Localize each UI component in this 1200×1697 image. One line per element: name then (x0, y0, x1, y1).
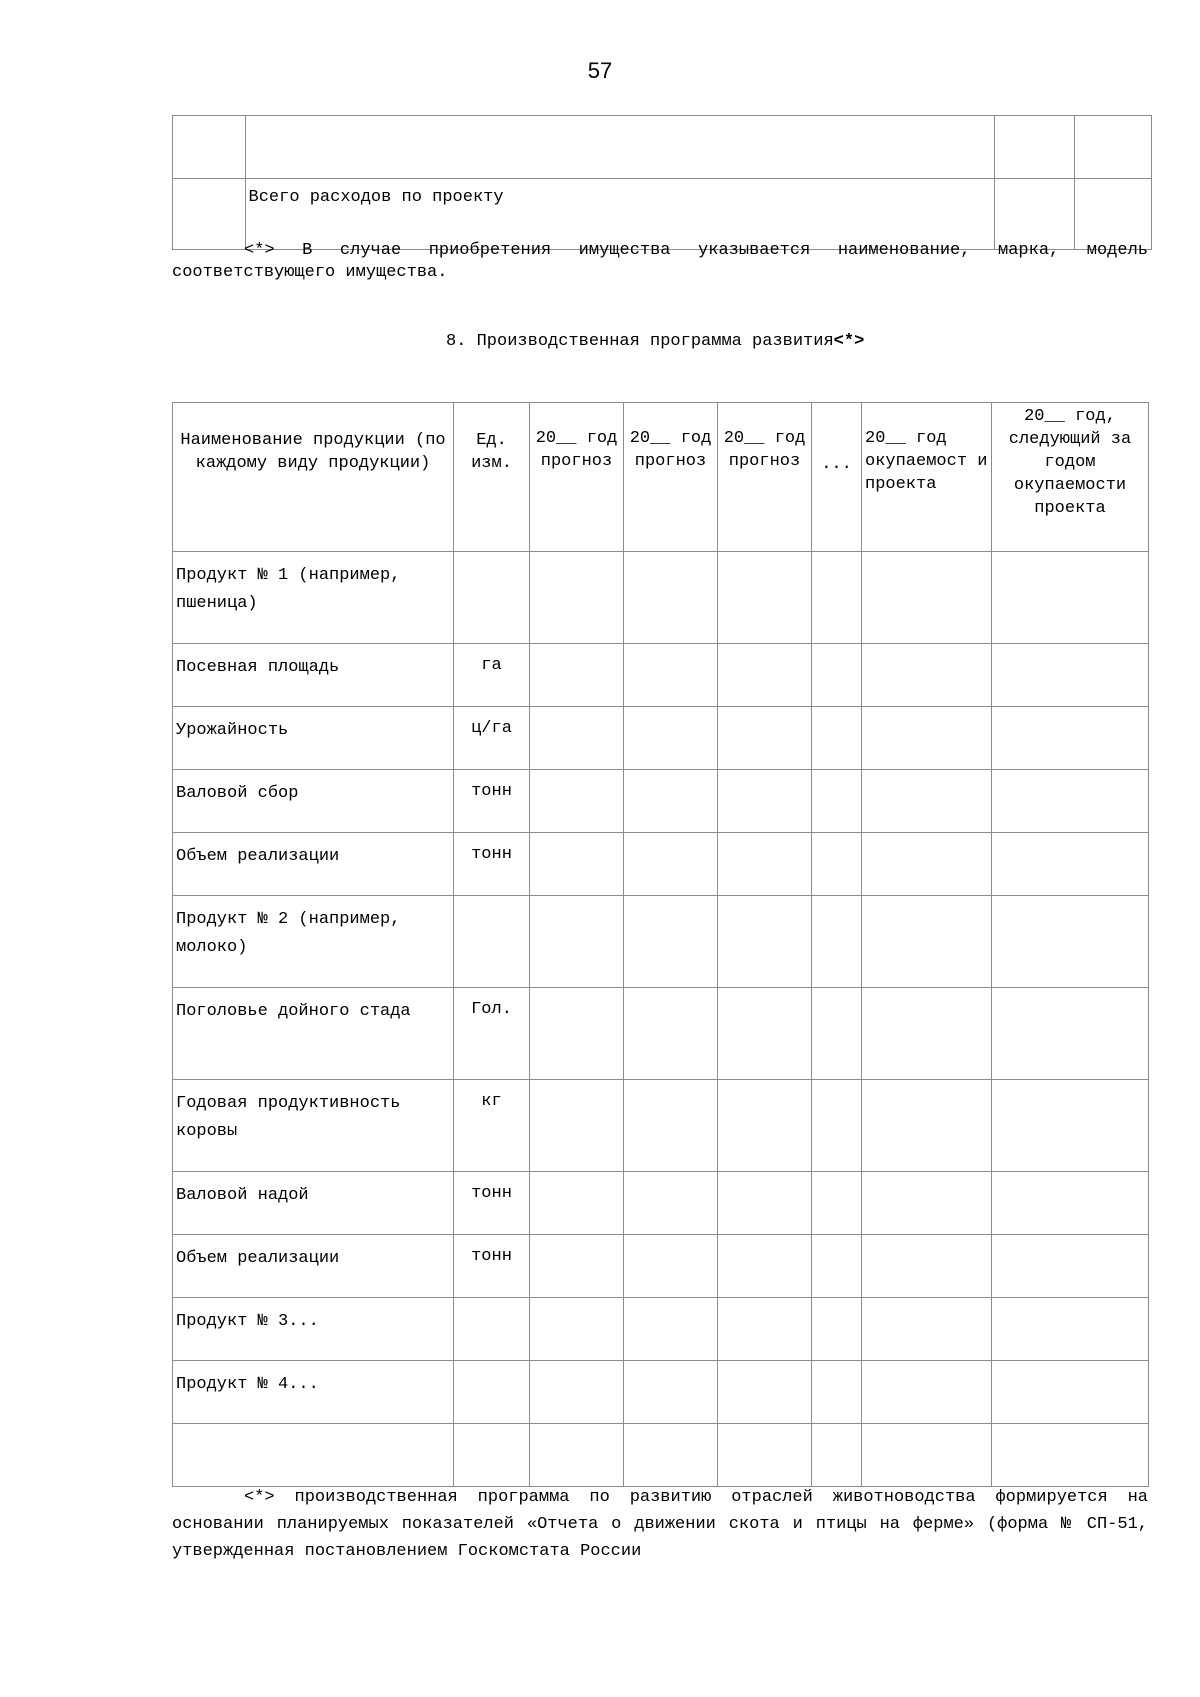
table-cell (454, 833, 530, 896)
header-next-year: 20__ год, следующий за годом окупаемости проекта (1008, 407, 1132, 518)
table-cell (530, 988, 624, 1080)
footnote-marker: <*> (244, 1488, 275, 1507)
footnote-production-program (172, 1484, 1148, 1565)
table-cell (812, 552, 862, 644)
table-cell (530, 552, 624, 644)
table-cell (454, 988, 530, 1080)
table-cell (454, 1361, 530, 1424)
table-cell (992, 1235, 1149, 1298)
table-cell (718, 1361, 812, 1424)
unit: Гол. (471, 1000, 512, 1019)
unit (454, 1424, 529, 1432)
table-cell (173, 1424, 454, 1487)
header-year-2: 20__ год прогноз (629, 429, 712, 471)
unit: тонн (471, 845, 512, 864)
table-cell (1075, 116, 1152, 179)
product-name: Валовой сбор (176, 784, 299, 803)
table-cell (992, 552, 1149, 644)
table-header-row (173, 403, 1149, 552)
table-cell (624, 1298, 718, 1361)
header-cell (718, 403, 812, 552)
table-cell (530, 644, 624, 707)
table-cell (454, 770, 530, 833)
table-cell (530, 707, 624, 770)
table-cell (718, 833, 812, 896)
footnote-marker: <*> (244, 241, 275, 260)
table-cell (992, 644, 1149, 707)
table-cell (624, 707, 718, 770)
table-cell (994, 179, 1075, 250)
unit: ц/га (471, 719, 512, 738)
header-payback-year: 20__ год окупаемост и проекта (865, 429, 988, 494)
table-cell (812, 1424, 862, 1487)
table-cell (1075, 179, 1152, 250)
table-cell (992, 833, 1149, 896)
unit: га (481, 656, 502, 675)
table-cell (862, 552, 992, 644)
table-cell (718, 1235, 812, 1298)
table-cell (530, 1235, 624, 1298)
table-row (173, 833, 1149, 896)
header-cell (173, 403, 454, 552)
table-cell (530, 896, 624, 988)
table-cell (530, 1080, 624, 1172)
table-cell (530, 833, 624, 896)
table-cell (862, 1172, 992, 1235)
table-cell (454, 896, 530, 988)
product-name: Продукт № 1 (например, пшеница) (176, 566, 401, 613)
table-cell (812, 1361, 862, 1424)
table-row (173, 707, 1149, 770)
table-cell (862, 707, 992, 770)
table-cell (173, 896, 454, 988)
table-cell (624, 1235, 718, 1298)
unit: тонн (471, 1184, 512, 1203)
table-cell (173, 1298, 454, 1361)
table-cell (624, 1172, 718, 1235)
table-cell (718, 1424, 812, 1487)
table-cell (812, 833, 862, 896)
table-cell (624, 896, 718, 988)
table-cell (173, 1080, 454, 1172)
table-cell (992, 707, 1149, 770)
table-cell (992, 1080, 1149, 1172)
table-cell (173, 116, 246, 179)
table-cell (454, 644, 530, 707)
table-cell (862, 1424, 992, 1487)
table-cell (624, 1080, 718, 1172)
table-row (173, 770, 1149, 833)
table-row (173, 116, 1152, 179)
table-cell (624, 1424, 718, 1487)
header-unit: Ед. изм. (471, 431, 512, 473)
table-cell (454, 1235, 530, 1298)
table-cell (862, 644, 992, 707)
page-number: 57 (587, 58, 613, 83)
unit (454, 896, 529, 904)
unit: кг (481, 1092, 502, 1111)
table-cell (530, 1424, 624, 1487)
header-year-3: 20__ год прогноз (723, 429, 806, 471)
table-cell (454, 1080, 530, 1172)
table-cell (454, 552, 530, 644)
product-name: Объем реализации (176, 847, 340, 866)
table-row (173, 896, 1149, 988)
table-cell (812, 707, 862, 770)
header-ellipsis: ... (821, 455, 852, 474)
footnote-text: производственная программа по развитию отраслей животноводства формируется на основании планируемых показателей «Отчета о движении скота и птицы на ферме» (форма № СП-51, утвержденная постановлением Госкомстата России (172, 1488, 1149, 1561)
table-cell (173, 770, 454, 833)
table-row (173, 1361, 1149, 1424)
header-cell (624, 403, 718, 552)
unit (454, 552, 529, 560)
table-cell (862, 1361, 992, 1424)
table-cell (862, 988, 992, 1080)
table-row (173, 552, 1149, 644)
header-cell (992, 403, 1149, 552)
header-year-1: 20__ год прогноз (535, 429, 618, 471)
table-cell (173, 179, 246, 250)
table-cell (173, 644, 454, 707)
table-cell (718, 644, 812, 707)
table-cell (862, 833, 992, 896)
product-name: Валовой надой (176, 1186, 309, 1205)
table-cell (812, 1080, 862, 1172)
header-cell (812, 403, 862, 552)
table-cell (812, 988, 862, 1080)
table-cell (862, 770, 992, 833)
table-cell (992, 1172, 1149, 1235)
table-cell (718, 988, 812, 1080)
table-cell (624, 644, 718, 707)
table-cell (718, 707, 812, 770)
table-cell (718, 1298, 812, 1361)
section-title-text: 8. Производственная программа развития (446, 332, 834, 351)
footnote-text: В случае приобретения имущества указывается наименование, марка, модель соответствующего имущества. (172, 241, 1148, 282)
table-cell (173, 1361, 454, 1424)
table-cell (173, 552, 454, 644)
table-row (173, 1235, 1149, 1298)
table-cell (530, 770, 624, 833)
unit: тонн (471, 782, 512, 801)
total-expenses-label: Всего расходов по проекту (245, 179, 994, 250)
table-cell (173, 1172, 454, 1235)
table-cell (530, 1361, 624, 1424)
table-cell (812, 896, 862, 988)
table-cell (454, 1172, 530, 1235)
footnote-property (172, 240, 1148, 284)
table-cell (173, 707, 454, 770)
unit: тонн (471, 1247, 512, 1266)
table-cell (992, 770, 1149, 833)
product-name: Продукт № 2 (например, молоко) (176, 910, 401, 957)
expenses-table-continuation (172, 115, 1152, 250)
table-cell (992, 988, 1149, 1080)
table-cell (992, 1298, 1149, 1361)
table-cell (173, 833, 454, 896)
header-name: Наименование продукции (по каждому виду продукции) (180, 431, 446, 473)
table-cell (992, 896, 1149, 988)
table-cell (624, 770, 718, 833)
table-cell (718, 1080, 812, 1172)
table-cell (454, 1298, 530, 1361)
header-cell (454, 403, 530, 552)
table-cell (530, 1172, 624, 1235)
table-cell (812, 770, 862, 833)
table-cell (812, 1298, 862, 1361)
product-name: Посевная площадь (176, 658, 340, 677)
table-cell (992, 1361, 1149, 1424)
product-name: Объем реализации (176, 1249, 340, 1268)
table-row (173, 179, 1152, 250)
table-cell (718, 1172, 812, 1235)
product-name: Продукт № 3... (176, 1312, 319, 1331)
table-cell (994, 116, 1075, 179)
table-cell (624, 1361, 718, 1424)
product-name (173, 1424, 453, 1434)
table-cell (812, 1235, 862, 1298)
table-cell (454, 1424, 530, 1487)
section-title-marker: <*> (833, 332, 865, 351)
header-cell (862, 403, 992, 552)
table-cell (173, 1235, 454, 1298)
product-name: Годовая продуктивность коровы (176, 1094, 401, 1141)
table-cell (862, 896, 992, 988)
production-program-table (172, 402, 1149, 1487)
table-cell (862, 1080, 992, 1172)
table-row (173, 644, 1149, 707)
header-cell (530, 403, 624, 552)
table-row (173, 1424, 1149, 1487)
table-cell (454, 707, 530, 770)
unit (454, 1361, 529, 1369)
table-cell (624, 988, 718, 1080)
product-name: Продукт № 4... (176, 1375, 319, 1394)
table-cell (992, 1424, 1149, 1487)
table-cell (718, 552, 812, 644)
table-cell (173, 988, 454, 1080)
unit (454, 1298, 529, 1306)
table-cell (530, 1298, 624, 1361)
table-row (173, 1080, 1149, 1172)
table-cell (862, 1298, 992, 1361)
table-cell (624, 833, 718, 896)
product-name: Поголовье дойного стада (176, 1002, 411, 1021)
table-cell (624, 552, 718, 644)
table-cell (862, 1235, 992, 1298)
table-cell (812, 1172, 862, 1235)
table-cell (245, 116, 994, 179)
table-cell (718, 770, 812, 833)
table-cell (718, 896, 812, 988)
table-row (173, 1172, 1149, 1235)
table-cell (812, 644, 862, 707)
table-row (173, 1298, 1149, 1361)
section-title (446, 331, 864, 353)
product-name: Урожайность (176, 721, 289, 740)
table-row (173, 988, 1149, 1080)
